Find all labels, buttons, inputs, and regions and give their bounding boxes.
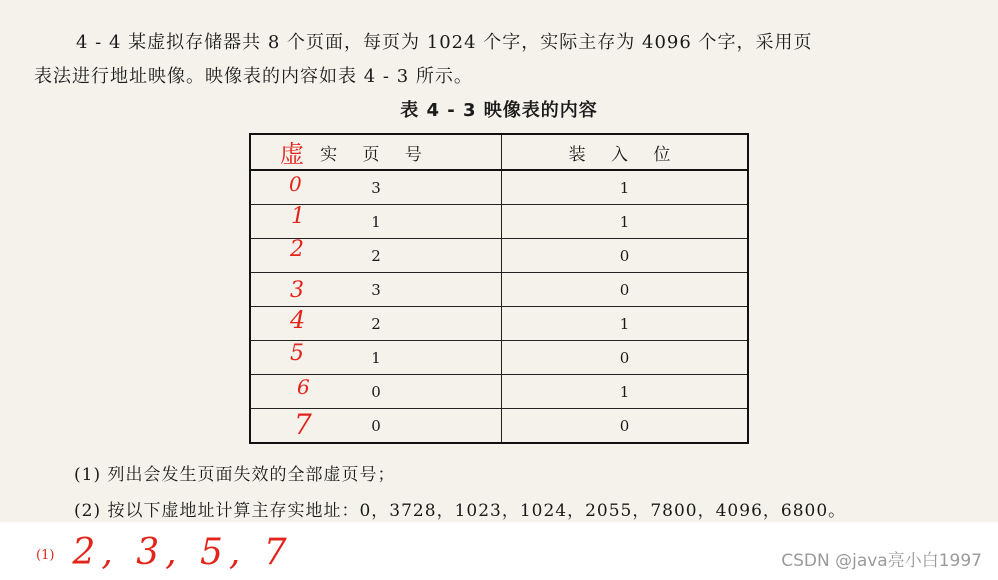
table-row [250,375,748,409]
handwritten-index: 2 [290,237,304,262]
table-row [250,273,748,307]
load-bit-cell: 0 [502,341,749,375]
real-page-cell: 3 [250,170,502,205]
table-row [250,409,748,444]
load-bit-cell: 1 [502,307,749,341]
problem-statement [34,26,974,94]
handwritten-index: 4 [290,306,306,334]
table-row [250,307,748,341]
handwritten-index: 3 [290,278,304,303]
load-bit-cell: 1 [502,170,749,205]
table-title: 表 4 - 3 映像表的内容 [400,100,598,121]
header-load-bit: 装 入 位 [502,134,749,170]
real-page-cell: 1 [250,205,502,239]
load-bit-cell: 0 [502,273,749,307]
handwritten-index: 1 [291,204,305,229]
table-row [250,239,748,273]
header-real-page: 实 页 号 [250,134,502,170]
watermark: CSDN @java亮小白1997 [781,551,982,571]
table-header-row [250,134,748,170]
question-2: (2) 按以下虚地址计算主存实地址：0，3728，1023，1024，2055，7800，4096，6800。 [74,501,847,521]
answer-label: (1) [36,547,55,563]
handwritten-answer [36,532,293,573]
load-bit-cell: 1 [502,375,749,409]
real-page-cell: 0 [250,375,502,409]
load-bit-cell: 0 [502,409,749,444]
load-bit-cell: 0 [502,239,749,273]
handwritten-virtual-mark: 虚 [280,140,304,168]
table-row [250,205,748,239]
problem-line-1: 4 - 4 某虚拟存储器共 8 个页面，每页为 1024 个字，实际主存为 4096 个字，采用页 [76,32,813,53]
handwritten-index: 5 [290,341,304,366]
answer-text: 2, 3, 5, 7 [72,532,293,573]
table-row [250,341,748,375]
load-bit-cell: 1 [502,205,749,239]
real-page-cell: 1 [250,341,502,375]
real-page-cell: 3 [250,273,502,307]
mapping-table [249,133,749,444]
handwritten-index: 6 [297,375,310,399]
real-page-cell: 2 [250,307,502,341]
problem-line-2: 表法进行地址映像。映像表的内容如表 4 - 3 所示。 [34,66,473,87]
real-page-cell: 0 [250,409,502,444]
handwritten-index: 7 [294,408,312,441]
question-1: (1) 列出会发生页面失效的全部虚页号； [74,465,396,485]
real-page-cell: 2 [250,239,502,273]
handwritten-index: 0 [289,172,302,196]
table-row [250,170,748,205]
